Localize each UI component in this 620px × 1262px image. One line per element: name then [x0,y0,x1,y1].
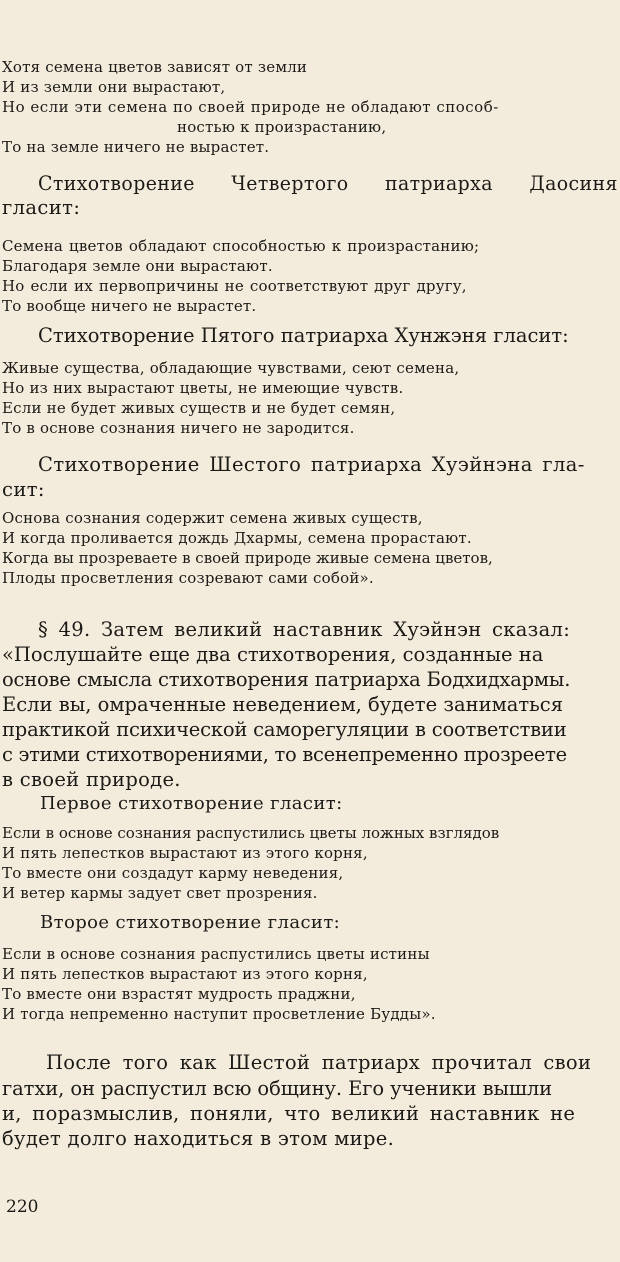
verse-line: Но если эти семена по своей природе не обладают способ- [2,98,499,116]
section-heading: Стихотворение Четвертого патриарха Даосиня [38,172,618,195]
paragraph-line: будет долго находиться в этом мире. [2,1127,395,1150]
paragraph-line: После того как Шестой патриарх прочитал свои [46,1051,592,1074]
verse-line: Если в основе сознания распустились цветы истины [2,945,430,963]
verse-line: Живые существа, обладающие чувствами, сеют семена, [2,359,460,377]
paragraph-line: практикой психической саморегуляции в соответствии [2,718,567,741]
verse-line: Но из них вырастают цветы, не имеющие чувств. [2,379,404,397]
paragraph-line: «Послушайте еще два стихотворения, созданные на [2,643,544,666]
verse-line: То вместе они создадут карму неведения, [2,864,344,882]
section-heading: Первое стихотворение гласит: [40,793,343,814]
verse-line: Но если их первопричины не соответствуют друг другу, [2,277,467,295]
verse-line: Основа сознания содержит семена живых существ, [2,509,423,527]
verse-line: То на земле ничего не вырастет. [2,138,270,156]
paragraph-line: и, поразмыслив, поняли, что великий наставник не [2,1102,576,1125]
paragraph-line: § 49. Затем великий наставник Хуэйнэн сказал: [38,618,571,641]
section-heading: гласит: [2,196,81,219]
paragraph-line: гатхи, он распустил всю общину. Его ученики вышли [2,1077,553,1100]
paragraph-line: с этими стихотворениями, то всенепременно прозреете [2,743,567,766]
paragraph-line: в своей природе. [2,768,181,791]
verse-line: То вообще ничего не вырастет. [2,297,257,315]
section-heading: Стихотворение Пятого патриарха Хунжэня гласит: [38,324,569,347]
paragraph-line: основе смысла стихотворения патриарха Бодхидхармы. [2,668,571,691]
verse-line: ностью к произрастанию, [177,118,387,136]
verse-line: То вместе они взрастят мудрость праджни, [2,985,356,1003]
verse-line: И когда проливается дождь Дхармы, семена прорастают. [2,529,472,547]
paragraph-line: Если вы, омраченные неведением, будете заниматься [2,693,563,716]
verse-line: Когда вы прозреваете в своей природе живые семена цветов, [2,549,493,567]
verse-line: Если в основе сознания распустились цветы ложных взглядов [2,824,500,842]
verse-line: Хотя семена цветов зависят от земли [2,58,308,76]
verse-line: Плоды просветления созревают сами собой». [2,569,374,587]
verse-line: И ветер кармы задует свет прозрения. [2,884,318,902]
verse-line: Благодаря земле они вырастают. [2,257,273,275]
verse-line: И тогда непременно наступит просветление Будды». [2,1005,436,1023]
section-heading: Второе стихотворение гласит: [40,912,341,933]
verse-line: То в основе сознания ничего не зародится. [2,419,355,437]
section-heading: Стихотворение Шестого патриарха Хуэйнэна гла- [38,453,585,476]
verse-line: И пять лепестков вырастают из этого корня, [2,965,368,983]
verse-line: Семена цветов обладают способностью к произрастанию; [2,237,480,255]
page-number: 220 [6,1197,39,1217]
section-heading: сит: [2,478,45,501]
verse-line: Если не будет живых существ и не будет семян, [2,399,396,417]
verse-line: И пять лепестков вырастают из этого корня, [2,844,368,862]
verse-line: И из земли они вырастают, [2,78,226,96]
